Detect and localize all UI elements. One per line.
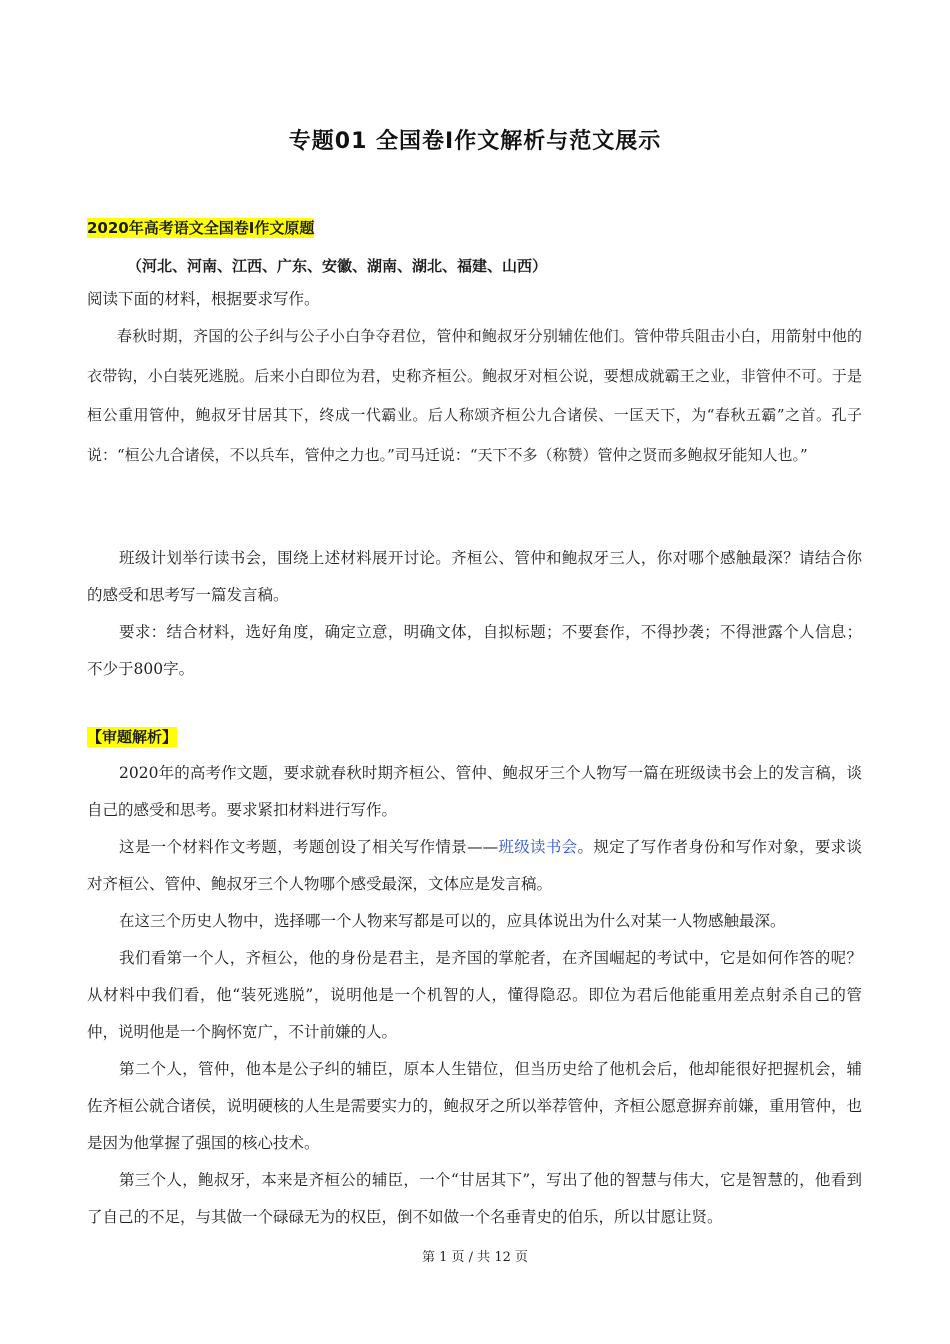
analysis-heading-line [87,727,177,747]
reading-club-link[interactable]: 班级读书会 [498,838,578,856]
task-paragraph: 班级计划举行读书会，围绕上述材料展开讨论。齐桓公、管仲和鲍叔牙三人，你对哪个感触最深？请结合你的感受和思考写一篇发言稿。 [87,549,862,604]
original-heading-line [87,218,314,238]
analysis-paragraph-5: 第二个人，管仲，他本是公子纠的辅臣，原本人生错位，但当历史给了他机会后，他却能很好把握机会，辅佐齐桓公就合诸侯，说明硬核的人生是需要实力的，鲍叔牙之所以举荐管仲，齐桓公愿意摒弃前嫌，重用管仲，也是因为他掌握了强国的核心技术。 [87,1060,863,1152]
analysis-paragraph-1: 2020年的高考作文题，要求就春秋时期齐桓公、管仲、鲍叔牙三个人物写一篇在班级读书会上的发言稿，谈自己的感受和思考。要求紧扣材料进行写作。 [87,764,862,819]
analysis-paragraph-4: 我们看第一个人，齐桓公，他的身份是君主，是齐国的掌舵者，在齐国崛起的考试中，它是如何作答的呢？从材料中我们看，他“装死逃脱”，说明他是一个机智的人，懂得隐忍。即位为君后他能重用差点射杀自己的管仲，说明他是一个胸怀宽广，不计前嫌的人。 [87,949,862,1041]
analysis-paragraph-3: 在这三个历史人物中，选择哪一个人物来写都是可以的，应具体说出为什么对某一人物感触最深。 [119,912,786,930]
analysis-paragraph-6: 第三个人，鲍叔牙，本来是齐桓公的辅臣，一个“甘居其下”，写出了他的智慧与伟大，它是智慧的，他看到了自己的不足，与其做一个碌碌无为的权臣，倒不如做一个名垂青史的伯乐，所以甘愿让贤。 [87,1171,862,1226]
analysis-block [87,755,862,1236]
analysis-heading: 【审题解析】 [87,728,178,746]
page-title: 专题01 全国卷Ⅰ作文解析与范文展示 [288,129,662,154]
analysis-paragraph-2 [87,829,862,903]
original-heading: 2020年高考语文全国卷Ⅰ作文原题 [87,219,315,237]
requirement-paragraph: 要求：结合材料，选好角度，确定立意，明确文体，自拟标题；不要套作，不得抄袭；不得泄露个人信息；不少于800字。 [87,623,862,678]
material-paragraph: 春秋时期，齐国的公子纠与公子小白争夺君位，管仲和鲍叔牙分别辅佐他们。管仲带兵阻击小白，用箭射中他的衣带钩，小白装死逃脱。后来小白即位为君，史称齐桓公。鲍叔牙对桓公说，要想成就霸王之业，非管仲不可。于是桓公重用管仲，鲍叔牙甘居其下，终成一代霸业。后人称颂齐桓公九合诸侯、一匡天下，为“春秋五霸”之首。孔子说：“桓公九合诸侯，不以兵车，管仲之力也。”司马迁说：“天下不多（称赞）管仲之贤而多鲍叔牙能知人也。” [87,327,862,464]
material-block [87,317,862,475]
analysis-p2-before: 这是一个材料作文考题，考题创设了相关写作情景—— [119,838,499,856]
instruction-text: 阅读下面的材料，根据要求写作。 [87,290,320,308]
page-footer: 第 1 页 / 共 12 页 [422,1250,528,1265]
task-block [87,540,862,688]
analysis-p2-after: 。规定了写作者身份和写作对象，要求谈对齐桓公、管仲、鲍叔牙三个人物哪个感受最深，文体应是发言稿。 [87,838,862,893]
provinces-list: （河北、河南、江西、广东、安徽、湖南、湖北、福建、山西） [127,257,548,275]
